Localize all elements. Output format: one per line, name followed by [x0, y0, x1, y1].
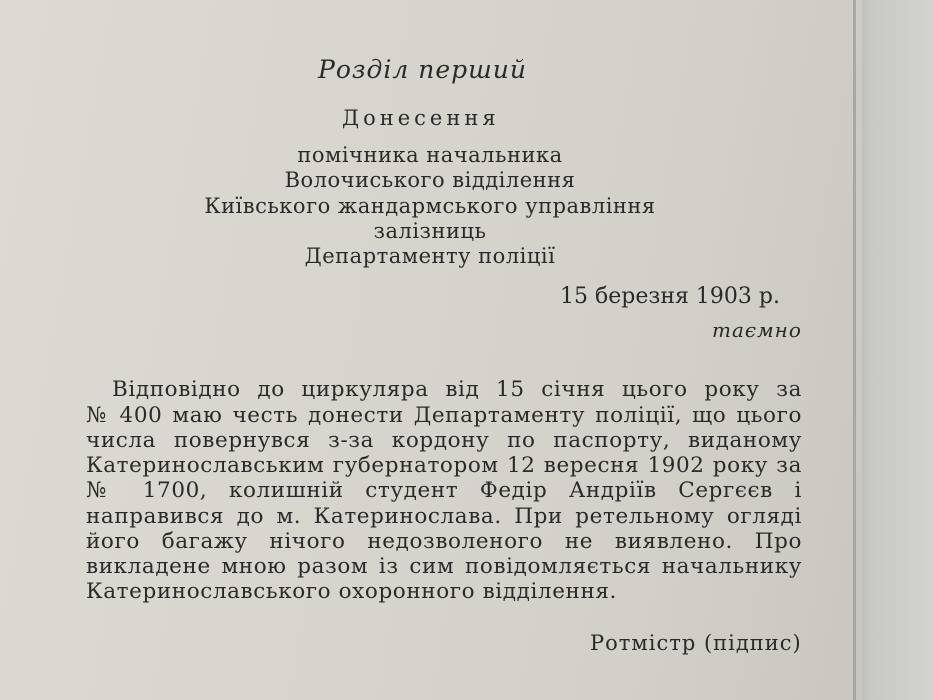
page-gutter-line	[853, 0, 856, 700]
document-title: Донесення	[342, 106, 500, 130]
subtitle-line-3: Київського жандармського управління	[204, 194, 656, 218]
body-line-5: № 1700, колишній студент Федір Андріїв Сергєєв і	[86, 478, 802, 503]
subtitle-line-2: Волочиського відділення	[284, 168, 576, 192]
body-line-8: викладене мною разом із сим повідомляється начальнику	[86, 554, 802, 579]
body-line-4: Катеринославським губернатором 12 вересня 1902 року за	[86, 453, 802, 478]
body-line-6: направився до м. Катеринослава. При ретельному огляді	[86, 504, 802, 529]
body-line-2: № 400 маю честь донести Департаменту поліції, що цього	[86, 403, 802, 428]
classification-mark: таємно	[712, 318, 802, 342]
document-date: 15 березня 1903 р.	[560, 284, 780, 309]
section-title: Розділ перший	[318, 55, 527, 84]
subtitle-line-4: залізниць	[373, 219, 487, 243]
body-line-1: Відповідно до циркуляра від 15 січня цього року за	[112, 377, 802, 402]
subtitle-line-5: Департаменту поліції	[304, 244, 556, 268]
body-line-3: числа повернувся з-за кордону по паспорту, виданому	[86, 428, 802, 453]
subtitle-line-1: помічника начальника	[297, 143, 563, 167]
body-line-9: Катеринославського охоронного відділення.	[86, 579, 617, 604]
signature-line: Ротмістр (підпис)	[590, 631, 802, 655]
body-line-7: його багажу нічого недозволеного не виявлено. Про	[86, 529, 802, 554]
adjacent-page-edge	[855, 0, 933, 700]
